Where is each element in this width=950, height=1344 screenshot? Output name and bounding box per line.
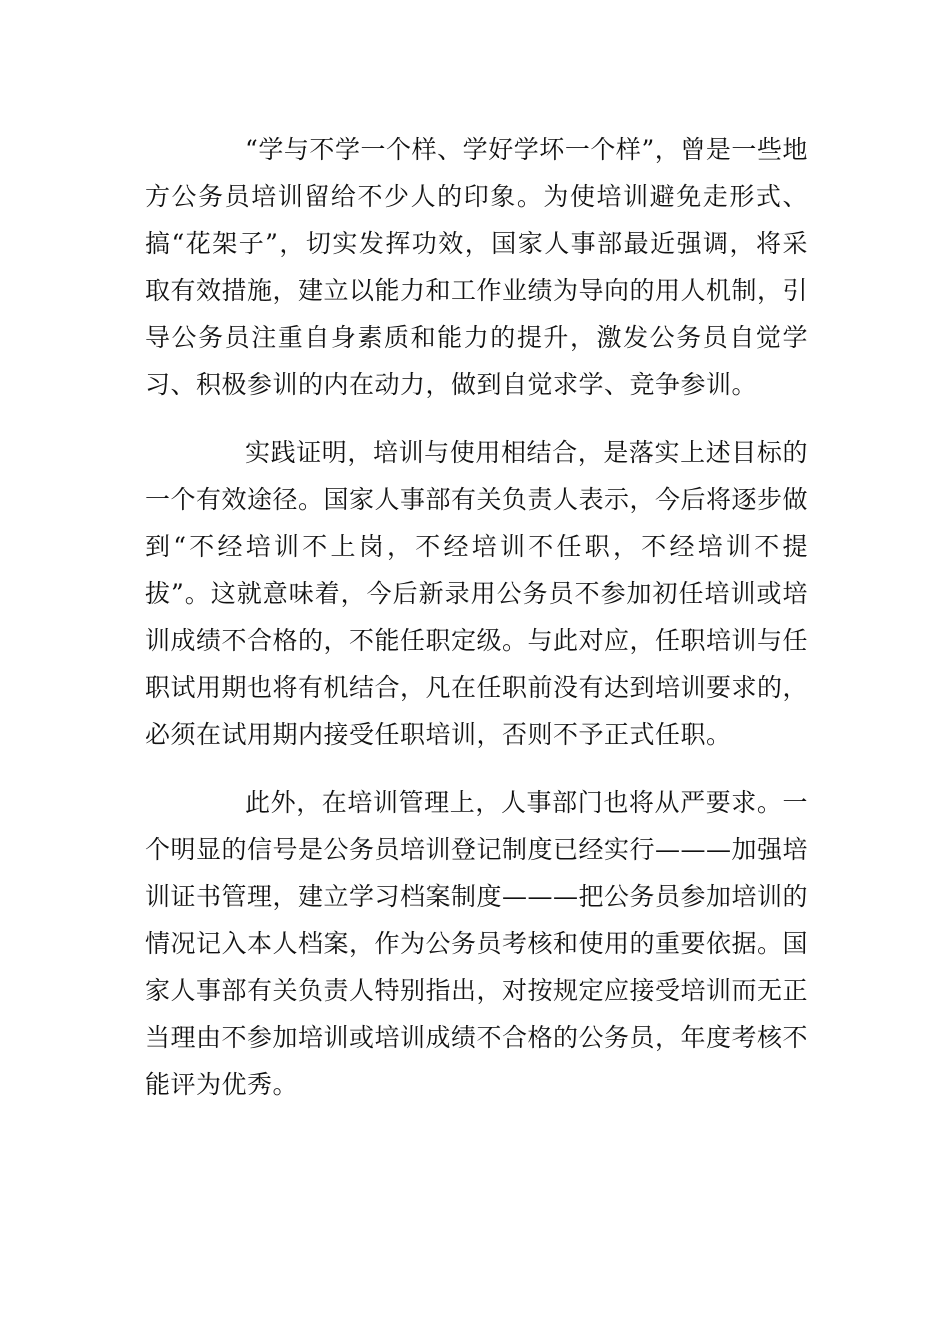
document-page <box>145 126 808 1108</box>
paragraph-1: “学与不学一个样、学好学坏一个样”，曾是一些地方公务员培训留给不少人的印象。为使培训避免走形式、搞“花架子”，切实发挥功效，国家人事部最近强调，将采取有效措施，建立以能力和工作业绩为导向的用人机制，引导公务员注重自身素质和能力的提升，激发公务员自觉学习、积极参训的内在动力，做到自觉求学、竞争参训。 <box>145 135 809 399</box>
paragraph-3: 此外，在培训管理上，人事部门也将从严要求。一个明显的信号是公务员培训登记制度已经实行———加强培训证书管理，建立学习档案制度———把公务员参加培训的情况记入本人档案，作为公务员考核和使用的重要依据。国家人事部有关负责人特别指出，对按规定应接受培训而无正当理由不参加培训或培训成绩不合格的公务员，年度考核不能评为优秀。 <box>145 788 809 1099</box>
paragraph-2: 实践证明，培训与使用相结合，是落实上述目标的一个有效途径。国家人事部有关负责人表示，今后将逐步做到“不经培训不上岗，不经培训不任职，不经培训不提拔”。这就意味着，今后新录用公务员不参加初任培训或培训成绩不合格的，不能任职定级。与此对应，任职培训与任职试用期也将有机结合，凡在任职前没有达到培训要求的，必须在试用期内接受任职培训，否则不予正式任职。 <box>145 438 809 749</box>
